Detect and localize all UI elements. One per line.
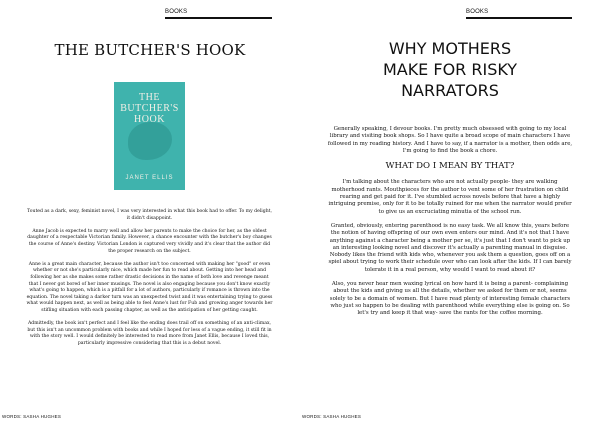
right-page <box>300 0 600 424</box>
paragraph: Admittedly, the book isn't perfect and I feel like the ending does trail off on something of an anti-climax, but this isn't an uncommon problem with books and while I hoped for less of a vague ending, it still fit in with the story well. I would definitely be interested to read more from Janet Ellis, because I loved this, particularly impressive considering that this is a debut novel. <box>27 321 272 346</box>
paragraph: Touted as a dark, sexy, feminist novel, I was very interested in what this book had to offer. To my delight, it didn't disappoint. <box>27 209 272 221</box>
cover-title-line: HOOK <box>134 114 165 125</box>
paragraph: Also, you never hear men waxing lyrical on how hard it is being a parent- complaining about the kids and giving us all the details, whether we asked for them or not, seems solely to be a domain of women. But I have read plenty of interesting female characters who just so happen to be dealing with parenthood while everything else is going on. So let's try and keep it that way- save the rants for the coffee morning. <box>329 281 571 317</box>
cover-author: JANET ELLIS <box>125 175 174 181</box>
intro-paragraph: Generally speaking, I devour books. I'm pretty much obsessed with going to my local library and visiting book shops. So I have quite a broad scope of main characters I have followed in my reading history. And I have to say, if a narrator is a mother, then odds are, I'm going to find the book a chore. <box>327 126 573 154</box>
article-title <box>340 38 560 101</box>
cover-title-line: THE <box>139 92 160 103</box>
title-line: NARRATORS <box>401 81 499 100</box>
author-credit: WORDS: SASHA HUGHES <box>2 414 62 419</box>
book-cover-image <box>114 82 185 190</box>
article-title: THE BUTCHER'S HOOK <box>54 41 246 59</box>
section-rule <box>466 17 572 19</box>
title-line: WHY MOTHERS <box>388 39 512 58</box>
paragraph: Granted, obviously, entering parenthood is no easy task. We all know this, years before the notion of having offspring of our own even enters our mind. And it's not that I have anything against a character being a mother per se, it's just that I don't want to pick up an interesting looking novel and discover it's actually a parenting manual in disguise. Nobody likes the friend with kids who, whenever you ask them a question, goes off on a spiel about trying to work their schedule over who can look after the kids. If I can barely tolerate it in a real person, why would I want to read about it? <box>328 222 572 273</box>
section-label: BOOKS <box>165 9 188 15</box>
subheading: WHAT DO I MEAN BY THAT? <box>385 161 515 172</box>
article-body <box>327 126 573 325</box>
paragraph: Anne is a great main character, because the author isn't too concerned with making her "good" or even whether or not she's particularly nice, which made her fun to read about. Getting into her head and following her as she makes some rather drastic decisions in the name of both love and revenge meant that I never got bored of her inner musings. The novel is also engaging because you don't know exactly what's going to happen, which is a pitfall for a lot of authors, particularly if romance is thrown into the equation. The novel taking a darker turn was an unexpected twist and it was entertaining trying to guess what would happen next, as well as being able to feel Anne's lust for Fub and growing anger towards her stifling situation with each passing chapter, as well as the anticipation of her getting caught. <box>26 261 273 313</box>
paragraph: Anne Jacob is expected to marry well and allow her parents to make the choice for her, as the oldest daughter of a respectable Victorian family. However, a chance encounter with the butcher's boy changes the course of Anne's destiny. Victorian London is captured very vividly and it's clear that the author did the proper research on the subject. <box>27 228 272 254</box>
cover-splash-decoration <box>128 122 172 160</box>
cover-title-line: BUTCHER'S <box>120 103 179 114</box>
section-rule <box>165 17 272 19</box>
paragraph: I'm talking about the characters who are not actually people- they are walking motherhood rants. Mouthpieces for the author to vent some of her frustration on child rearing and get paid for it. I've stumbled across novels before that have a highly intriguing premise, only for it to be totally ruined for me when the narrator would prefer to give us an excruciating minutia of the school run. <box>328 179 572 215</box>
title-line: MAKE FOR RISKY <box>382 60 518 79</box>
cover-title <box>114 92 185 125</box>
article-body <box>26 209 273 354</box>
author-credit: WORDS: SASHA HUGHES <box>302 414 362 419</box>
section-label: BOOKS <box>466 9 489 15</box>
